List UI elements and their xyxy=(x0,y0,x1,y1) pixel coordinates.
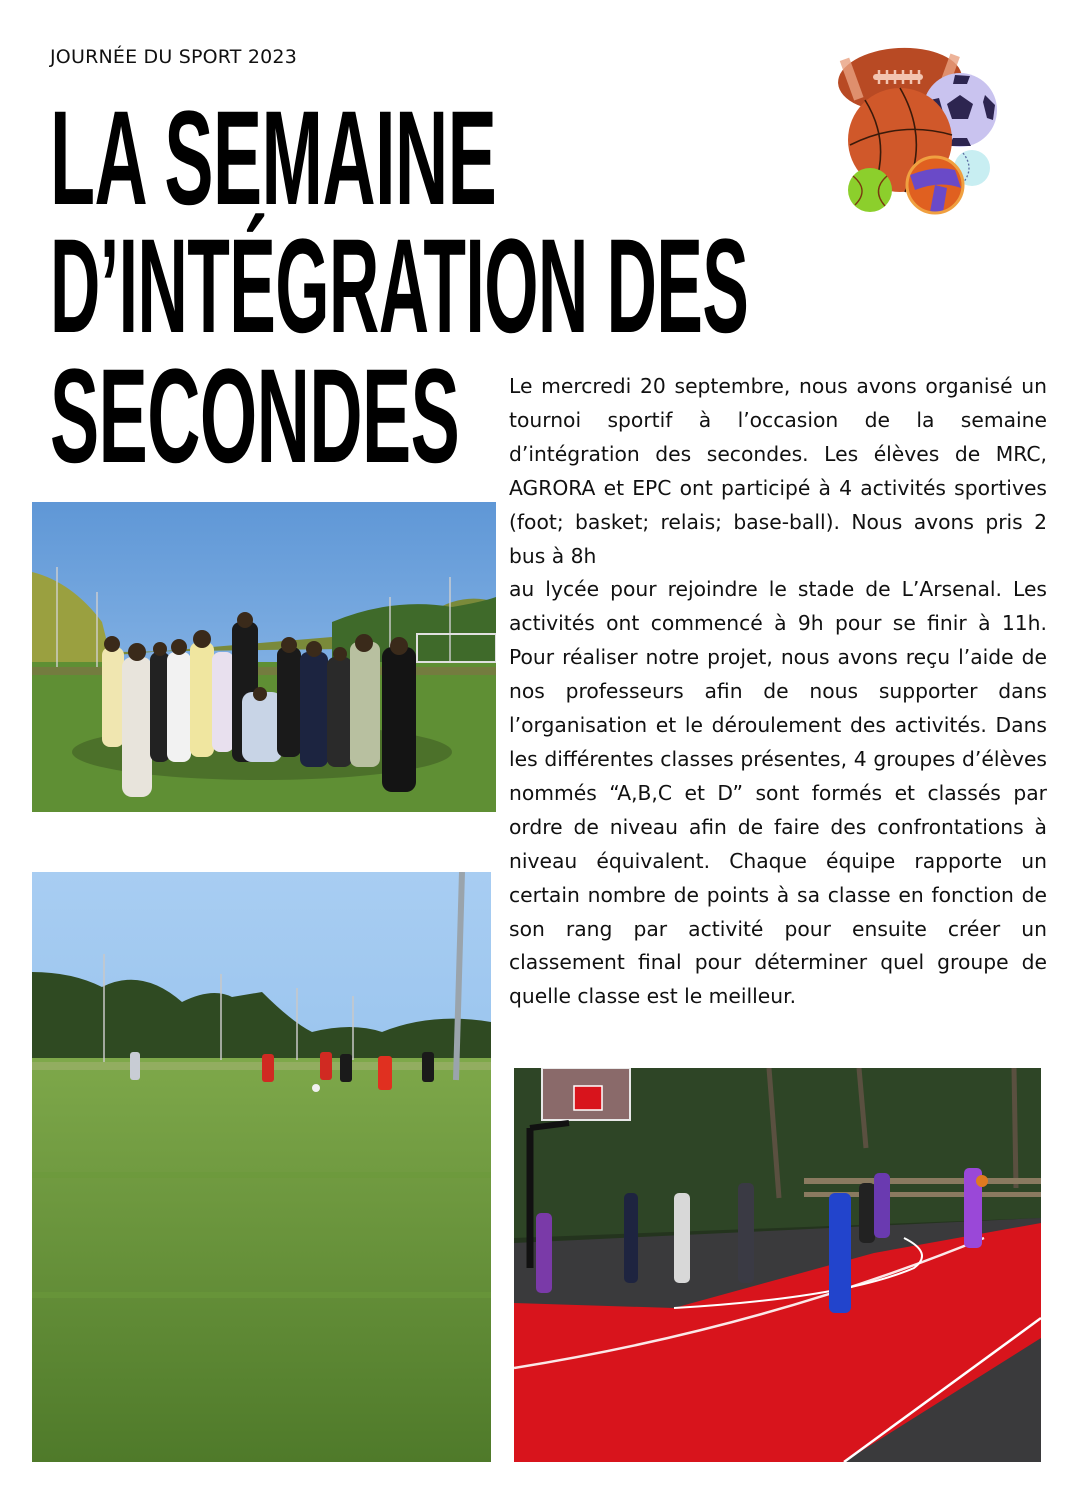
group-photo xyxy=(32,502,496,812)
title-line-2: D’INTÉGRATION DES xyxy=(50,212,749,361)
tennis-ball-icon xyxy=(848,168,892,212)
sports-balls-icon xyxy=(835,40,1005,215)
article-paragraph: au lycée pour rejoindre le stade de L’Arsenal. Les activités ont commencé à 9h pour se finir à 11h. Pour réaliser notre projet, nous avons reçu l’aide de nos professeurs afin de nous supporter dans l’organisation et le déroulement des activités. Dans les différentes classes présentes, 4 groupes d’élèves nommés “A,B,C et D” sont formés et classés par ordre de niveau afin de faire des confrontations à niveau équivalent. Chaque équipe rapporte un certain nombre de points à sa classe en fonction de son rang par activité pour ensuite créer un classement final pour déterminer quel groupe de quelle classe est le meilleur. xyxy=(509,577,1047,1009)
article-paragraph: Le mercredi 20 septembre, nous avons organisé un tournoi sportif à l’occasion de la semaine d’intégration des secondes. Les élèves de MRC, AGRORA et EPC ont participé à 4 activités sportives (foot; basket; relais; base-ball). Nous avons pris 2 bus à 8h xyxy=(509,374,1047,568)
article-body xyxy=(509,370,1047,1014)
kicker: JOURNÉE DU SPORT 2023 xyxy=(50,46,297,68)
volleyball-icon xyxy=(907,157,963,213)
title-line-1: LA SEMAINE xyxy=(50,84,497,233)
football-photo xyxy=(32,872,491,1462)
title-line-3: SECONDES xyxy=(50,342,460,491)
basketball-photo xyxy=(514,1068,1041,1462)
